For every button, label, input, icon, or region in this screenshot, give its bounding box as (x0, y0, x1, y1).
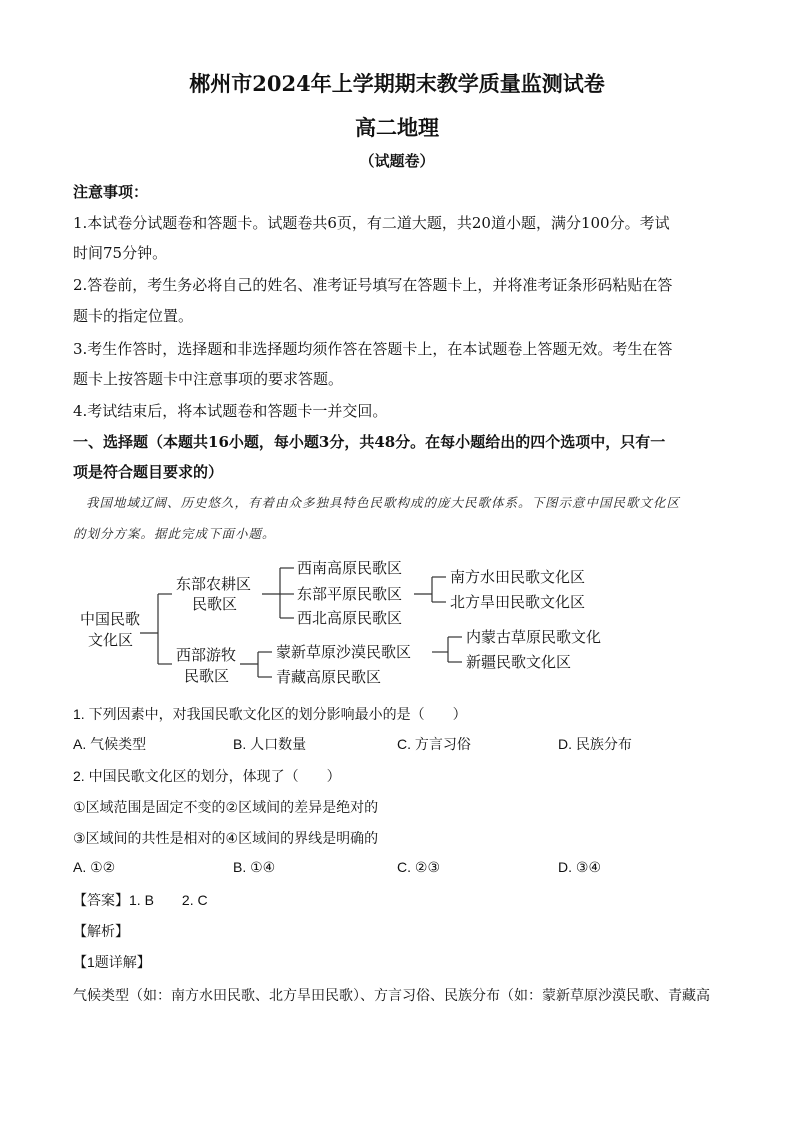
diagram-east-child-1: 西南高原民歌区 (297, 559, 403, 577)
diagram-root-b: 文化区 (88, 631, 134, 649)
notes-heading: 注意事项： (73, 183, 149, 201)
diagram-plain-child-2: 北方旱田民歌文化区 (450, 593, 586, 611)
diagram-west-child-1: 蒙新草原沙漠民歌区 (276, 643, 412, 661)
volume-label: （试题卷） (359, 152, 435, 170)
q1-option-a[interactable]: A. 气候类型 (73, 736, 147, 752)
q1-option-c[interactable]: C. 方言习俗 (397, 736, 471, 752)
diagram-east-child-2: 东部平原民歌区 (297, 585, 403, 603)
detail-text: 气候类型（如：南方水田民歌、北方旱田民歌）、方言习俗、民族分布（如：蒙新草原沙漠民歌、青藏高 (73, 987, 710, 1003)
diagram-west-a: 西部游牧 (176, 646, 237, 664)
diagram-root-a: 中国民歌 (80, 610, 141, 628)
diagram-east-a: 东部农耕区 (176, 575, 252, 593)
diagram-mongol-child-2: 新疆民歌文化区 (466, 653, 572, 671)
exam-title: 郴州市2024年上学期期末教学质量监测试卷 (189, 71, 605, 96)
diagram-plain-child-1: 南方水田民歌文化区 (450, 568, 586, 586)
diagram-east-child-3: 西北高原民歌区 (297, 609, 403, 627)
note-1b: 时间75分钟。 (73, 244, 168, 262)
diagram-west-b: 民歌区 (184, 667, 230, 685)
note-3a: 3.考生作答时，选择题和非选择题均须作答在答题卡上，在本试题卷上答题无效。考生在答 (73, 340, 673, 358)
diagram-mongol-child-1: 内蒙古草原民歌文化 (466, 628, 602, 646)
q1-stem: 1. 下列因素中，对我国民歌文化区的划分影响最小的是（ ） (73, 706, 467, 722)
q2-option-d[interactable]: D. ③④ (558, 859, 601, 875)
diagram-east-b: 民歌区 (192, 595, 238, 613)
note-2b: 题卡的指定位置。 (73, 307, 194, 325)
q1-option-b[interactable]: B. 人口数量 (233, 736, 307, 752)
note-4: 4.考试结束后，将本试题卷和答题卡一并交回。 (73, 402, 388, 420)
q2-stem: 2. 中国民歌文化区的划分，体现了（ ） (73, 768, 341, 784)
q2-option-b[interactable]: B. ①④ (233, 859, 276, 875)
section1-heading-a: 一、选择题（本题共16小题，每小题3分，共48分。在每小题给出的四个选项中，只有一 (73, 433, 666, 451)
subject-title: 高二地理 (355, 115, 439, 140)
q1-option-d[interactable]: D. 民族分布 (558, 736, 632, 752)
section1-heading-b: 项是符合题目要求的） (73, 463, 224, 481)
answer-line (73, 889, 723, 911)
analysis-label: 【解析】 (73, 923, 129, 939)
q2-option-c[interactable]: C. ②③ (397, 859, 440, 875)
q2-option-a[interactable]: A. ①② (73, 859, 116, 875)
q2-statement-1: ①区域范围是固定不变的②区域间的差异是绝对的 (73, 799, 379, 815)
answer-text: 1. B 2. C (129, 892, 208, 908)
note-2a: 2.答卷前，考生务必将自己的姓名、准考证号填写在答题卡上，并将准考证条形码粘贴在答 (73, 276, 673, 294)
diagram-west-child-2: 青藏高原民歌区 (276, 668, 382, 686)
detail-label: 【1题详解】 (73, 954, 151, 970)
q2-statement-2: ③区域间的共性是相对的④区域间的界线是明确的 (73, 830, 379, 846)
passage-line-1: 我国地域辽阔、历史悠久，有着由众多独具特色民歌构成的庞大民歌体系。下图示意中国民歌文化区 (86, 495, 681, 510)
note-1a: 1.本试卷分试题卷和答题卡。试题卷共6页，有二道大题，共20道小题，满分100分。考试 (73, 214, 670, 232)
answer-label: 【答案】 (73, 892, 129, 908)
passage-line-2: 的划分方案。据此完成下面小题。 (73, 526, 276, 541)
note-3b: 题卡上按答题卡中注意事项的要求答题。 (73, 370, 344, 388)
